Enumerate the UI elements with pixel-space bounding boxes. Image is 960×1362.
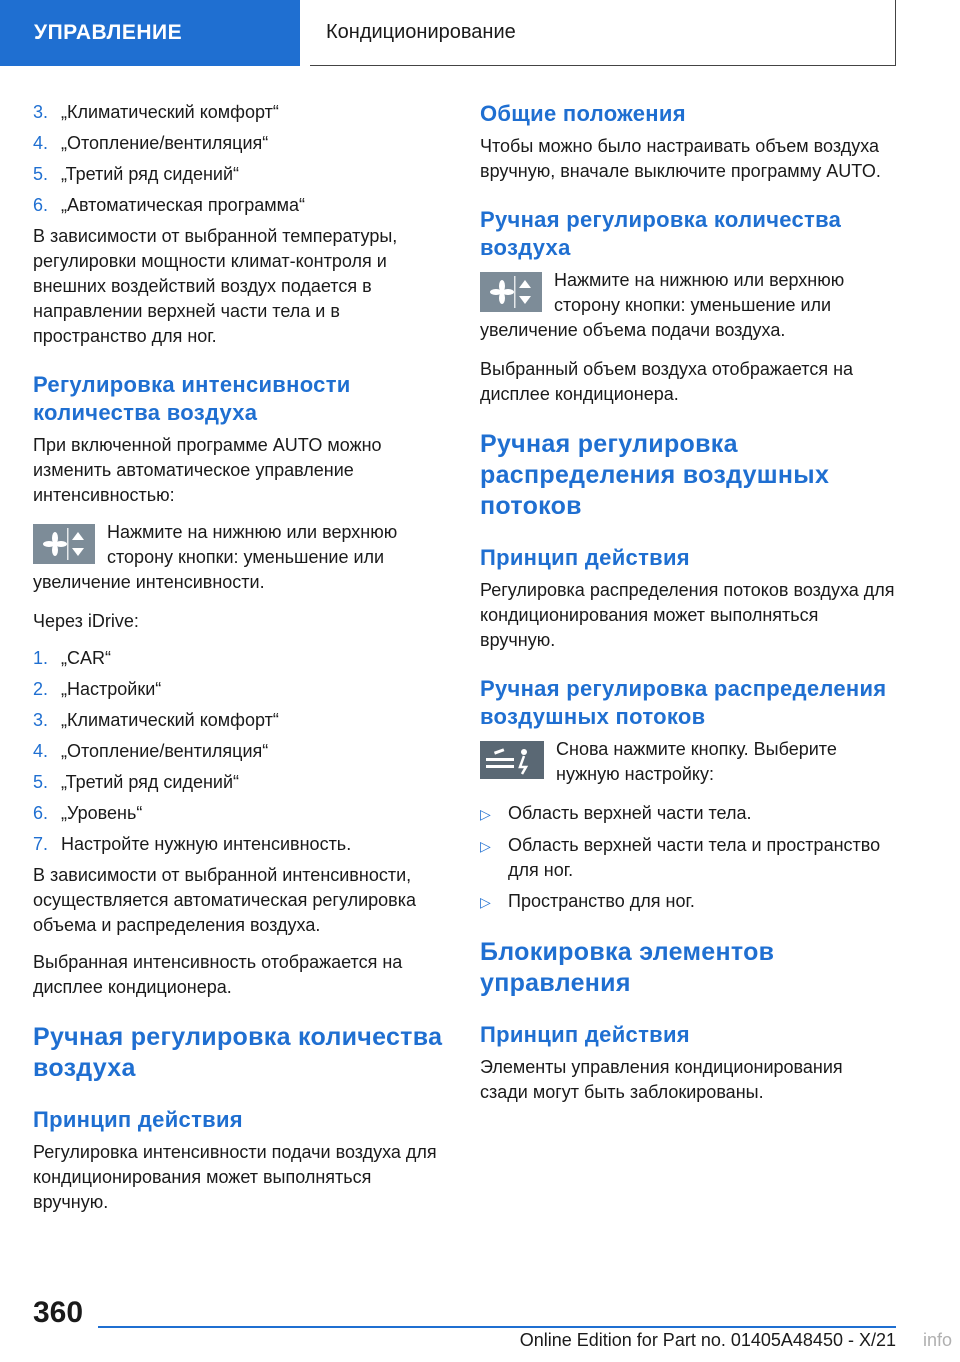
list-item: 3. „Климатический комфорт“ [33,710,279,730]
fan-instruction: Нажмите на нижнюю или верхнюю сторону кнопки: уменьшение или увеличение объема подачи воздуха. [480,270,845,340]
list-item: ▷ Область верхней части тела. [480,801,895,827]
distribution-instruction: Снова нажмите кнопку. Выберите нужную настройку: [480,737,895,787]
paragraph: При включенной программе AUTO можно изменить автоматическое управление интенсивностью: [33,435,382,505]
heading-lock: Блокировка элементов управления [480,938,775,997]
heading-principle: Принцип действия [480,545,690,570]
list-item: 4. „Отопление/вентиляция“ [33,133,269,153]
page-number: 360 [33,1296,84,1329]
triangle-bullet-icon: ▷ [480,806,491,822]
paragraph: Выбранный объем воздуха отображается на дисплее кондиционера. [480,359,854,404]
list-item: 4. „Отопление/вентиляция“ [33,741,269,761]
list-item: 6. „Уровень“ [33,803,143,823]
paragraph: Регулировка распределения потоков воздуха для кондиционирования может выполняться вручную. [480,580,895,650]
triangle-bullet-icon: ▷ [480,894,491,910]
heading-distribution-2: Ручная регулировка распределения воздушных потоков [480,676,887,729]
right-column [480,100,895,1117]
air-distribution-button-icon [480,741,544,779]
idrive-steps-list-1 [33,100,448,218]
footer-divider [98,1326,896,1328]
left-column [33,100,448,1227]
list-item: 1. „CAR“ [33,648,111,668]
list-item: 6. „Автоматическая программа“ [33,195,306,215]
heading-distribution: Ручная регулировка распределения воздушных потоков [480,430,830,520]
triangle-bullet-icon: ▷ [480,838,491,854]
heading-principle: Принцип действия [33,1107,243,1132]
paragraph: Чтобы можно было настраивать объем воздуха вручную, вначале выключите программу AUTO. [480,136,881,181]
heading-manual-amount: Ручная регулировка количества воздуха [33,1023,443,1082]
watermark: info [922,1330,952,1350]
paragraph: В зависимости от выбранной интенсивности, осуществляется автоматическая регулировка объема и распределения воздуха. [33,865,417,935]
edition-note: Online Edition for Part no. 01405A48450 - X/21 [519,1330,896,1350]
paragraph: Элементы управления кондиционирования сзади могут быть заблокированы. [480,1057,843,1102]
heading-intensity: Регулировка интенсивности количества воздуха [33,372,351,425]
heading-manual-amount: Ручная регулировка количества воздуха [480,207,842,260]
fan-button-icon [33,524,95,564]
paragraph: В зависимости от выбранной температуры, регулировки мощности климат-контроля и внешних воздействий воздух подается в направлении верхней части тела и в пространство для ног. [33,226,398,346]
list-item: ▷ Область верхней части тела и пространство для ног. [480,833,895,883]
section-tab: УПРАВЛЕНИЕ [0,0,300,66]
paragraph: Выбранная интенсивность отображается на дисплее кондиционера. [33,952,403,997]
list-item: 5. „Третий ряд сидений“ [33,772,240,792]
list-item: 5. „Третий ряд сидений“ [33,164,240,184]
list-item: 2. „Настройки“ [33,679,162,699]
list-item: ▷ Пространство для ног. [480,889,895,915]
paragraph: Через iDrive: [33,611,139,631]
fan-button-icon [480,272,542,312]
heading-general: Общие положения [480,101,686,126]
chapter-title: Кондиционирование [310,0,896,66]
heading-principle: Принцип действия [480,1022,690,1047]
idrive-steps-list-2 [33,646,448,857]
paragraph: Регулировка интенсивности подачи воздуха для кондиционирования может выполняться вручную. [33,1142,437,1212]
list-item: 7. Настройте нужную интенсивность. [33,834,352,854]
distribution-options-list [480,801,895,915]
list-item: 3. „Климатический комфорт“ [33,102,279,122]
fan-instruction: Нажмите на нижнюю или верхнюю сторону кнопки: уменьшение или увеличение интенсивности. [33,522,398,592]
